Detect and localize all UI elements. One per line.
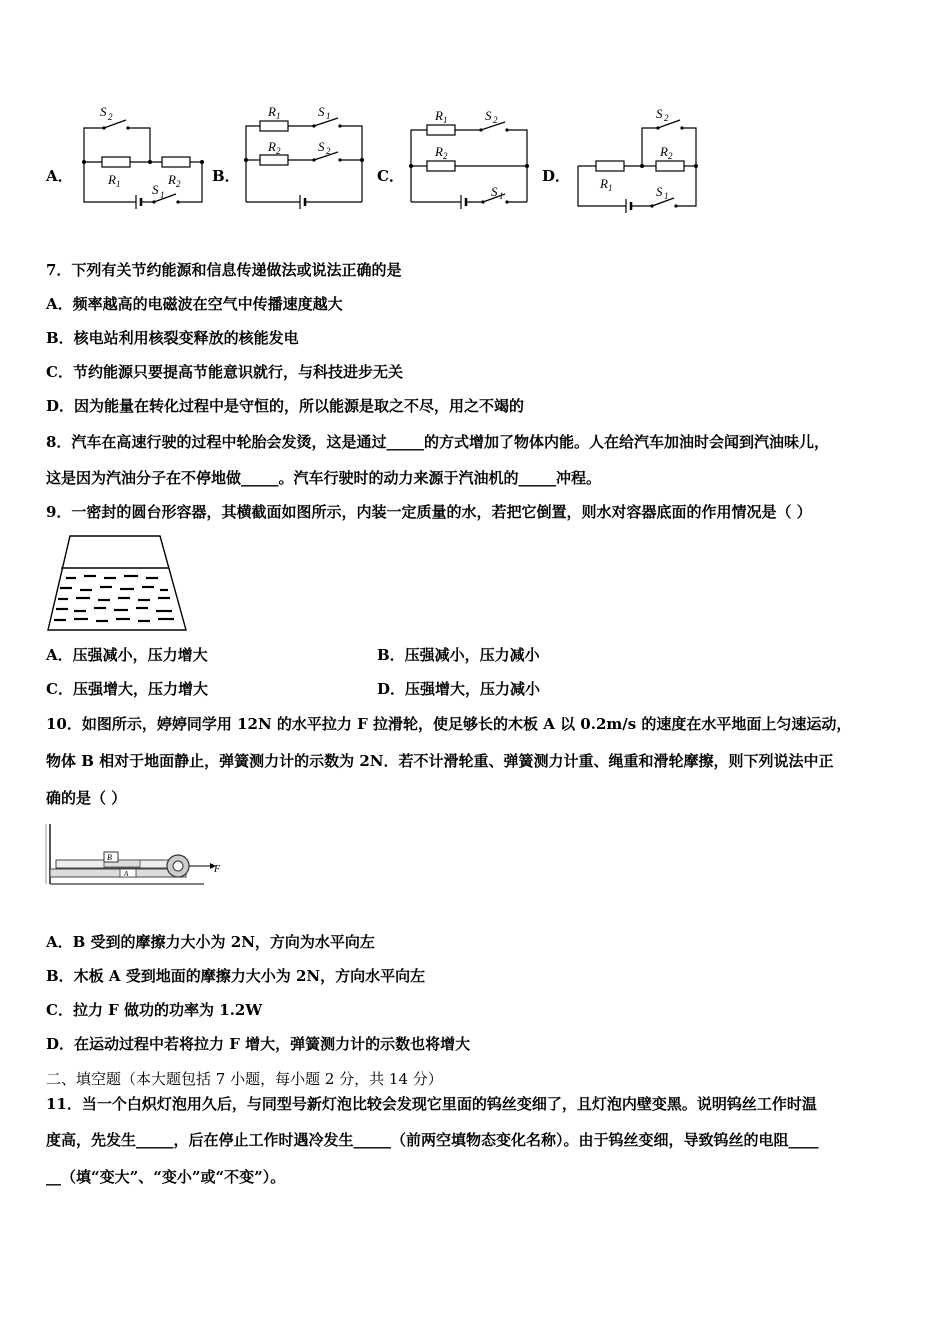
fig-label-b: B [107,853,112,862]
svg-text:2: 2 [493,115,498,125]
q10-option-a[interactable]: A．B 受到的摩擦力大小为 2N，方向为水平向左 [46,933,375,951]
svg-text:2: 2 [664,113,669,123]
svg-text:1: 1 [608,183,613,193]
q8-line-2: 这是因为汽油分子在不停地做_____。汽车行驶时的动力来源于汽油机的_____冲程。 [46,469,602,487]
q11-line-2: 度高，先发生_____，后在停止工作时遇冷发生_____（前两空填物态变化名称）。由于钨丝变细，导致钨丝的电阻____ [46,1131,819,1149]
fig-label-a: A [124,870,129,878]
label-r1: R [108,172,116,187]
svg-text:R: R [268,139,276,154]
svg-text:R: R [268,104,276,119]
q11-line-1: 11．当一个白炽灯泡用久后，与同型号新灯泡比较会发现它里面的钨丝变细了，且灯泡内壁变黑。说明钨丝工作时温 [46,1095,817,1113]
option-a-label[interactable]: A． [46,167,73,185]
q10-option-b[interactable]: B．木板 A 受到地面的摩擦力大小为 2N，方向水平向左 [46,967,426,985]
q10-line-2: 物体 B 相对于地面静止，弹簧测力计的示数为 2N．若不计滑轮重、弹簧测力计重、绳重和滑轮摩擦，则下列说法中正 [46,752,834,770]
option-d-label[interactable]: D． [542,167,571,185]
svg-text:1: 1 [326,111,331,121]
option-c-label[interactable]: C． [377,167,404,185]
circuit-c-diagram [405,100,535,215]
q7-option-c[interactable]: C．节约能源只要提高节能意识就行，与科技进步无关 [46,363,403,381]
q7-option-b[interactable]: B．核电站利用核裂变释放的核能发电 [46,329,299,347]
fig-label-f: F [214,864,221,875]
svg-text:R: R [660,144,668,159]
svg-text:S: S [656,184,663,199]
svg-text:R: R [168,172,176,187]
q9-option-c[interactable]: C．压强增大，压力增大 [46,680,208,698]
q7-stem: 7．下列有关节约能源和信息传递做法或说法正确的是 [46,261,402,279]
frustum-container-figure [44,532,190,634]
pulley-board-figure [44,822,224,888]
svg-text:S: S [656,106,663,121]
svg-text:1: 1 [276,111,281,121]
circuit-b-diagram [240,100,370,215]
svg-text:1: 1 [499,191,504,201]
svg-text:R: R [435,144,443,159]
svg-text:S: S [152,182,159,197]
label-sub1: 1 [116,179,121,189]
svg-text:1: 1 [664,191,669,201]
svg-text:S: S [318,104,325,119]
svg-text:2: 2 [668,151,673,161]
svg-text:S: S [491,184,498,199]
circuit-a-diagram [76,100,211,215]
q11-line-3: __（填“变大”、“变小”或“不变”）。 [46,1168,286,1186]
q9-option-d[interactable]: D．压强增大，压力减小 [377,680,541,698]
q7-option-a[interactable]: A．频率越高的电磁波在空气中传播速度越大 [46,295,343,313]
q9-option-b[interactable]: B．压强减小，压力减小 [377,646,540,664]
svg-text:R: R [600,176,608,191]
svg-text:2: 2 [276,146,281,156]
q10-option-d[interactable]: D．在运动过程中若将拉力 F 增大，弹簧测力计的示数也将增大 [46,1035,471,1053]
option-b-label[interactable]: B． [212,167,240,185]
svg-text:2: 2 [176,179,181,189]
svg-text:R: R [435,108,443,123]
q9-option-a[interactable]: A．压强减小，压力增大 [46,646,208,664]
label-s2: S [100,104,107,119]
svg-text:S: S [318,139,325,154]
q9-stem: 9．一密封的圆台形容器，其横截面如图所示，内装一定质量的水，若把它倒置，则水对容器底面的作用情况是（ ） [46,503,812,521]
q10-line-3: 确的是（ ） [46,789,127,807]
svg-text:S: S [485,108,492,123]
q10-option-c[interactable]: C．拉力 F 做功的功率为 1.2W [46,1001,263,1019]
svg-text:2: 2 [326,146,331,156]
svg-text:1: 1 [443,115,448,125]
q8-line-1: 8．汽车在高速行驶的过程中轮胎会发烫，这是通过_____的方式增加了物体内能。人在给汽车加油时会闻到汽油味儿， [46,433,829,451]
svg-text:2: 2 [443,151,448,161]
q7-option-d[interactable]: D．因为能量在转化过程中是守恒的，所以能源是取之不尽，用之不竭的 [46,397,525,415]
svg-text:1: 1 [160,190,165,200]
circuit-d-diagram [570,100,705,215]
q10-line-1: 10．如图所示，婷婷同学用 12N 的水平拉力 F 拉滑轮，使足够长的木板 A 以 0.2m/s 的速度在水平地面上匀速运动， [46,715,852,733]
label-sub2: 2 [108,112,113,122]
section-2-title: 二、填空题（本大题包括 7 小题，每小题 2 分，共 14 分） [46,1070,443,1088]
